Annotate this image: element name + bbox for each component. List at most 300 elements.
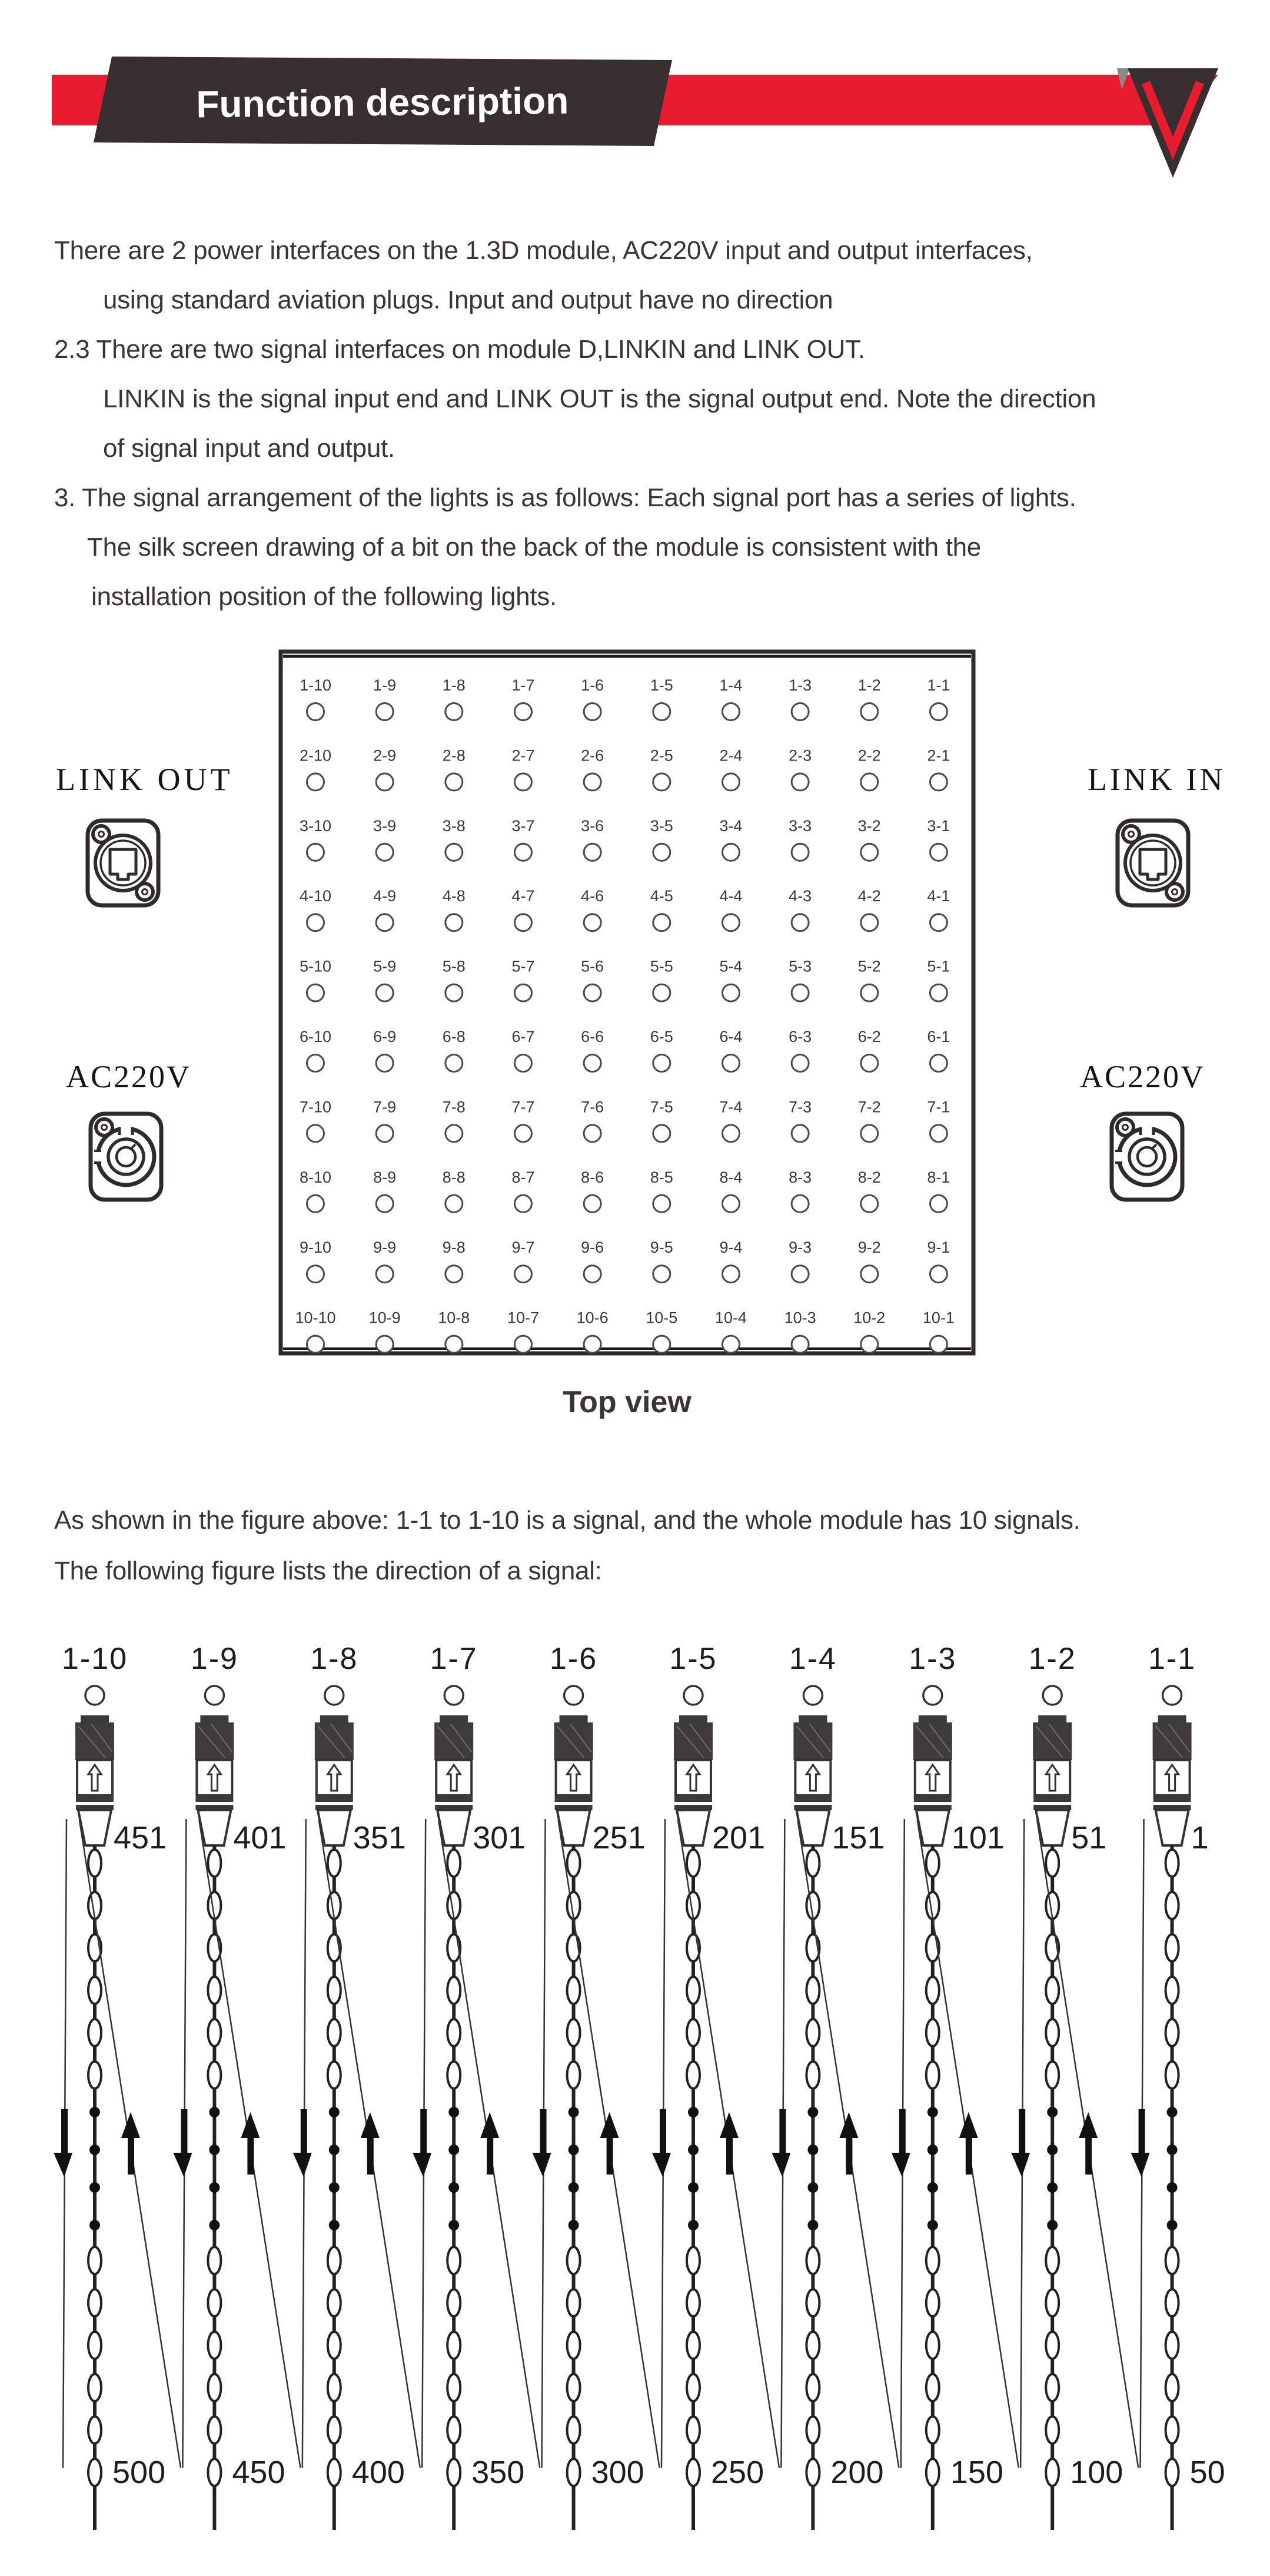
grid-port-label: 3-2 bbox=[857, 816, 881, 835]
grid-port-label: 5-1 bbox=[927, 957, 950, 975]
grid-port-circle bbox=[792, 1336, 809, 1353]
intro-paragraphs bbox=[0, 226, 1270, 622]
light-bulb bbox=[1046, 2416, 1059, 2444]
grid-port-label: 6-3 bbox=[789, 1028, 812, 1045]
grid-port-circle bbox=[792, 984, 809, 1001]
grid-port-label: 9-5 bbox=[650, 1239, 673, 1257]
grid-port-circle bbox=[376, 1125, 393, 1142]
signal-port-circle bbox=[1163, 1686, 1182, 1705]
grid-port-label: 5-3 bbox=[789, 957, 812, 975]
grid-port-label: 8-8 bbox=[442, 1168, 466, 1186]
light-bulb bbox=[447, 1850, 460, 1877]
grid-port-circle bbox=[376, 703, 393, 721]
ellipsis-dot bbox=[807, 2220, 818, 2230]
grid-port-label: 8-4 bbox=[719, 1168, 743, 1186]
grid-port-circle bbox=[446, 703, 463, 721]
light-bulb bbox=[926, 2062, 939, 2089]
intro-line: There are 2 power interfaces on the 1.3D module, AC220V input and output interfaces, bbox=[54, 236, 1033, 265]
grid-port-circle bbox=[514, 1195, 531, 1212]
light-bulb bbox=[1166, 1977, 1179, 2004]
light-bulb bbox=[328, 2247, 341, 2274]
light-bulb bbox=[447, 2247, 460, 2274]
ellipsis-dot bbox=[448, 2145, 459, 2155]
grid-port-circle bbox=[653, 774, 670, 791]
light-bulb bbox=[567, 2062, 580, 2089]
grid-port-label: 2-3 bbox=[789, 746, 812, 765]
signal-port-circle bbox=[205, 1686, 224, 1705]
grid-port-label: 6-4 bbox=[719, 1028, 743, 1045]
grid-port-circle bbox=[930, 774, 947, 791]
signal-column bbox=[293, 1642, 420, 2530]
grid-port-label: 8-7 bbox=[511, 1168, 535, 1186]
light-bulb bbox=[926, 1977, 939, 2004]
xlr-plug-icon bbox=[554, 1715, 593, 1845]
grid-port-circle bbox=[514, 1055, 531, 1072]
grid-port-circle bbox=[376, 1055, 393, 1072]
grid-port-label: 2-1 bbox=[927, 746, 950, 765]
grid-port-label: 6-6 bbox=[581, 1028, 604, 1045]
down-arrow bbox=[173, 2153, 192, 2177]
light-bulb bbox=[687, 1977, 700, 2004]
down-arrow bbox=[413, 2153, 431, 2177]
grid-port-circle bbox=[514, 844, 531, 861]
link-out-label: LINK OUT bbox=[56, 762, 234, 797]
grid-port-label: 1-2 bbox=[857, 676, 881, 694]
signal-port-label: 1-2 bbox=[1028, 1642, 1076, 1676]
light-bulb bbox=[447, 2062, 460, 2089]
light-bulb bbox=[1166, 2459, 1179, 2486]
grid-port-label: 6-8 bbox=[442, 1028, 466, 1045]
grid-port-circle bbox=[930, 1336, 947, 1353]
light-bulb bbox=[806, 1977, 819, 2004]
ellipsis-dot bbox=[89, 2220, 100, 2230]
grid-port-circle bbox=[376, 774, 393, 791]
light-bulb bbox=[88, 1977, 101, 2004]
powercon-icon bbox=[87, 1110, 165, 1203]
light-bulb bbox=[208, 2332, 221, 2359]
grid-port-label: 5-7 bbox=[511, 957, 535, 975]
light-bulb bbox=[208, 2247, 221, 2274]
grid-port-label: 1-6 bbox=[581, 676, 604, 694]
light-bulb bbox=[926, 1850, 939, 1877]
signal-column bbox=[892, 1642, 1019, 2530]
grid-port-circle bbox=[307, 1055, 324, 1072]
grid-port-circle bbox=[653, 1125, 670, 1142]
light-bulb bbox=[806, 2332, 819, 2359]
light-bulb bbox=[1166, 1850, 1179, 1877]
signal-port-label: 1-10 bbox=[61, 1642, 128, 1676]
signal-port-circle bbox=[85, 1686, 104, 1705]
light-bulb bbox=[447, 2019, 460, 2046]
ellipsis-dot bbox=[1167, 2145, 1178, 2155]
signal-column bbox=[533, 1642, 660, 2530]
signal-note bbox=[54, 1495, 1231, 1596]
grid-port-label: 9-4 bbox=[719, 1239, 743, 1257]
light-bulb bbox=[567, 1850, 580, 1877]
up-arrow bbox=[241, 2112, 260, 2138]
grid-port-label: 10-6 bbox=[576, 1309, 609, 1327]
light-bulb bbox=[687, 2289, 700, 2316]
grid-port-label: 7-7 bbox=[511, 1098, 535, 1116]
ellipsis-dot bbox=[89, 2107, 100, 2117]
signal-port-circle bbox=[325, 1686, 344, 1705]
xlr-plug-icon bbox=[1033, 1715, 1072, 1845]
light-bulb bbox=[567, 1977, 580, 2004]
ellipsis-dot bbox=[1167, 2220, 1178, 2230]
grid-port-circle bbox=[653, 703, 670, 721]
grid-port-circle bbox=[584, 984, 601, 1001]
ellipsis-dot bbox=[209, 2145, 220, 2155]
light-bulb bbox=[328, 1850, 341, 1877]
ellipsis-dot bbox=[89, 2182, 100, 2193]
light-bulb bbox=[806, 2374, 819, 2401]
light-bulb bbox=[208, 2062, 221, 2089]
first-light-number: 101 bbox=[951, 1820, 1005, 1855]
grid-port-label: 7-2 bbox=[857, 1098, 881, 1116]
down-arrow bbox=[652, 2153, 671, 2177]
grid-port-circle bbox=[307, 844, 324, 861]
light-bulb bbox=[806, 2416, 819, 2444]
grid-port-label: 5-8 bbox=[442, 957, 466, 975]
light-bulb bbox=[926, 2289, 939, 2316]
grid-port-circle bbox=[584, 703, 601, 721]
light-bulb bbox=[447, 2416, 460, 2444]
light-bulb bbox=[687, 2332, 700, 2359]
grid-port-circle bbox=[584, 914, 601, 931]
ellipsis-dot bbox=[927, 2182, 938, 2193]
grid-port-circle bbox=[446, 1195, 463, 1212]
grid-port-circle bbox=[930, 1195, 947, 1212]
grid-port-label: 1-3 bbox=[789, 676, 812, 694]
grid-port-label: 3-10 bbox=[299, 816, 332, 835]
intro-line: 3. The signal arrangement of the lights is as follows: Each signal port has a series of lights. bbox=[54, 483, 1076, 512]
xlr-plug-icon bbox=[315, 1715, 354, 1845]
grid-port-circle bbox=[861, 1055, 878, 1072]
light-bulb bbox=[328, 2062, 341, 2089]
grid-port-circle bbox=[514, 1266, 531, 1283]
grid-port-circle bbox=[446, 1055, 463, 1072]
grid-port-label: 6-10 bbox=[299, 1028, 332, 1045]
grid-port-circle bbox=[446, 1336, 463, 1353]
grid-port-label: 7-10 bbox=[299, 1098, 332, 1116]
grid-port-label: 7-1 bbox=[927, 1098, 950, 1116]
grid-port-label: 4-10 bbox=[299, 887, 332, 905]
grid-port-circle bbox=[861, 774, 878, 791]
ellipsis-dot bbox=[927, 2145, 938, 2155]
light-bulb bbox=[208, 2416, 221, 2444]
grid-port-label: 5-4 bbox=[719, 957, 743, 975]
light-bulb bbox=[88, 2062, 101, 2089]
first-light-number: 401 bbox=[233, 1820, 287, 1855]
last-light-number: 200 bbox=[830, 2455, 884, 2490]
light-bulb bbox=[687, 2416, 700, 2444]
ellipsis-dot bbox=[1047, 2220, 1058, 2230]
grid-port-label: 2-6 bbox=[581, 746, 604, 765]
grid-port-circle bbox=[514, 1125, 531, 1142]
grid-port-circle bbox=[792, 1266, 809, 1283]
grid-port-label: 6-7 bbox=[511, 1028, 535, 1045]
light-bulb bbox=[687, 1850, 700, 1877]
ellipsis-dot bbox=[329, 2220, 340, 2230]
grid-port-label: 2-10 bbox=[299, 746, 332, 765]
grid-port-circle bbox=[861, 1195, 878, 1212]
signal-port-circle bbox=[803, 1686, 822, 1705]
light-bulb bbox=[447, 2459, 460, 2486]
grid-port-circle bbox=[930, 1055, 947, 1072]
link-in-label: LINK IN bbox=[1088, 762, 1226, 797]
ellipsis-dot bbox=[448, 2220, 459, 2230]
ellipsis-dot bbox=[807, 2107, 818, 2117]
grid-port-label: 9-3 bbox=[789, 1239, 812, 1257]
ellipsis-dot bbox=[329, 2107, 340, 2117]
ellipsis-dot bbox=[1167, 2182, 1178, 2193]
intro-line: of signal input and output. bbox=[103, 434, 395, 463]
light-bulb bbox=[208, 2019, 221, 2046]
light-bulb bbox=[1046, 2247, 1059, 2274]
light-bulb bbox=[208, 1850, 221, 1877]
grid-port-circle bbox=[930, 914, 947, 931]
grid-port-label: 9-8 bbox=[442, 1239, 466, 1257]
light-bulb bbox=[1046, 2019, 1059, 2046]
grid-port-circle bbox=[446, 774, 463, 791]
down-arrow bbox=[1131, 2153, 1150, 2177]
light-bulb bbox=[208, 2289, 221, 2316]
light-bulb bbox=[328, 2332, 341, 2359]
last-light-number: 150 bbox=[950, 2455, 1003, 2490]
up-arrow bbox=[1079, 2112, 1098, 2138]
top-view-grid bbox=[0, 639, 1270, 1380]
light-bulb bbox=[1166, 2019, 1179, 2046]
grid-port-label: 6-2 bbox=[857, 1028, 881, 1045]
grid-port-circle bbox=[446, 1125, 463, 1142]
light-bulb bbox=[687, 2062, 700, 2089]
grid-port-label: 4-7 bbox=[511, 887, 535, 905]
grid-port-circle bbox=[653, 1266, 670, 1283]
light-bulb bbox=[1166, 2289, 1179, 2316]
grid-port-label: 6-9 bbox=[373, 1028, 397, 1045]
grid-port-label: 7-6 bbox=[581, 1098, 604, 1116]
signal-column bbox=[173, 1642, 300, 2530]
last-light-number: 350 bbox=[471, 2455, 525, 2490]
first-light-number: 1 bbox=[1191, 1820, 1209, 1855]
signal-port-circle bbox=[564, 1686, 583, 1705]
grid-port-circle bbox=[722, 1336, 739, 1353]
light-bulb bbox=[328, 2459, 341, 2486]
signal-port-circle bbox=[1043, 1686, 1062, 1705]
grid-port-circle bbox=[584, 844, 601, 861]
grid-port-label: 7-3 bbox=[789, 1098, 812, 1116]
grid-port-label: 4-9 bbox=[373, 887, 397, 905]
grid-port-circle bbox=[376, 914, 393, 931]
grid-port-circle bbox=[722, 1055, 739, 1072]
intro-line: LINKIN is the signal input end and LINK OUT is the signal output end. Note the direction bbox=[103, 384, 1096, 413]
grid-port-label: 9-10 bbox=[299, 1239, 332, 1257]
last-light-number: 400 bbox=[351, 2455, 405, 2490]
grid-port-label: 3-6 bbox=[581, 816, 604, 835]
grid-port-circle bbox=[653, 984, 670, 1001]
grid-port-circle bbox=[514, 914, 531, 931]
ellipsis-dot bbox=[1047, 2145, 1058, 2155]
grid-port-circle bbox=[722, 984, 739, 1001]
signal-note-line: The following figure lists the direction of a signal: bbox=[54, 1556, 602, 1585]
grid-port-label: 3-8 bbox=[442, 816, 466, 835]
light-bulb bbox=[1046, 1850, 1059, 1877]
first-light-number: 351 bbox=[353, 1820, 406, 1855]
light-bulb bbox=[88, 2019, 101, 2046]
light-bulb bbox=[328, 2019, 341, 2046]
grid-port-circle bbox=[307, 703, 324, 721]
light-bulb bbox=[447, 2374, 460, 2401]
last-light-number: 450 bbox=[232, 2455, 285, 2490]
grid-port-circle bbox=[446, 1266, 463, 1283]
grid-port-label: 1-8 bbox=[442, 676, 466, 694]
grid-port-label: 5-2 bbox=[857, 957, 881, 975]
grid-port-label: 8-1 bbox=[927, 1168, 950, 1186]
intro-line: 2.3 There are two signal interfaces on module D,LINKIN and LINK OUT. bbox=[54, 335, 865, 364]
grid-port-circle bbox=[307, 1336, 324, 1353]
up-arrow bbox=[839, 2112, 858, 2138]
light-bulb bbox=[567, 2289, 580, 2316]
grid-port-circle bbox=[584, 1055, 601, 1072]
up-arrow bbox=[720, 2112, 739, 2138]
grid-port-label: 3-7 bbox=[511, 816, 535, 835]
xlr-plug-icon bbox=[674, 1715, 713, 1845]
light-bulb bbox=[687, 2459, 700, 2486]
xlr-plug-icon bbox=[434, 1715, 473, 1845]
ellipsis-dot bbox=[688, 2220, 699, 2230]
signal-column bbox=[652, 1642, 779, 2530]
grid-port-label: 10-1 bbox=[922, 1309, 955, 1327]
ellipsis-dot bbox=[1047, 2107, 1058, 2117]
light-bulb bbox=[1166, 2062, 1179, 2089]
ellipsis-dot bbox=[209, 2182, 220, 2193]
grid-port-circle bbox=[792, 774, 809, 791]
grid-port-circle bbox=[584, 1266, 601, 1283]
ethercon-icon bbox=[1114, 817, 1192, 909]
light-bulb bbox=[806, 2247, 819, 2274]
light-bulb bbox=[447, 2289, 460, 2316]
grid-port-circle bbox=[307, 1195, 324, 1212]
grid-port-label: 9-9 bbox=[373, 1239, 397, 1257]
grid-port-label: 4-3 bbox=[789, 887, 812, 905]
grid-port-label: 10-2 bbox=[853, 1309, 886, 1327]
grid-port-label: 3-5 bbox=[650, 816, 673, 835]
grid-port-label: 8-5 bbox=[650, 1168, 673, 1186]
light-bulb bbox=[1166, 2247, 1179, 2274]
light-bulb bbox=[1046, 1977, 1059, 2004]
intro-line: installation position of the following lights. bbox=[91, 582, 557, 611]
signal-column bbox=[413, 1642, 540, 2530]
light-bulb bbox=[1046, 2062, 1059, 2089]
light-bulb bbox=[328, 2416, 341, 2444]
light-bulb bbox=[1166, 2332, 1179, 2359]
light-bulb bbox=[926, 2459, 939, 2486]
grid-port-circle bbox=[930, 984, 947, 1001]
grid-port-circle bbox=[376, 844, 393, 861]
xlr-plug-icon bbox=[1153, 1715, 1192, 1845]
grid-port-label: 3-3 bbox=[789, 816, 812, 835]
grid-port-label: 1-10 bbox=[299, 676, 332, 694]
top-view-caption: Top view bbox=[563, 1385, 691, 1419]
signal-column bbox=[1131, 1642, 1225, 2530]
ellipsis-dot bbox=[209, 2220, 220, 2230]
light-bulb bbox=[447, 1977, 460, 2004]
grid-port-circle bbox=[307, 774, 324, 791]
ellipsis-dot bbox=[329, 2145, 340, 2155]
grid-port-circle bbox=[514, 774, 531, 791]
grid-port-circle bbox=[376, 1195, 393, 1212]
grid-port-circle bbox=[861, 1125, 878, 1142]
grid-port-label: 1-9 bbox=[373, 676, 397, 694]
grid-port-circle bbox=[722, 774, 739, 791]
last-light-number: 50 bbox=[1189, 2455, 1225, 2490]
ellipsis-dot bbox=[568, 2182, 579, 2193]
light-bulb bbox=[1166, 2374, 1179, 2401]
light-bulb bbox=[1046, 2332, 1059, 2359]
light-bulb bbox=[806, 2459, 819, 2486]
grid-port-label: 9-6 bbox=[581, 1239, 604, 1257]
grid-port-circle bbox=[446, 844, 463, 861]
grid-port-circle bbox=[307, 1125, 324, 1142]
grid-port-circle bbox=[584, 1336, 601, 1353]
grid-port-label: 9-1 bbox=[927, 1239, 950, 1257]
light-bulb bbox=[88, 1850, 101, 1877]
grid-port-circle bbox=[861, 914, 878, 931]
ellipsis-dot bbox=[89, 2145, 100, 2155]
grid-port-circle bbox=[722, 1195, 739, 1212]
grid-port-circle bbox=[514, 703, 531, 721]
signal-port-circle bbox=[684, 1686, 703, 1705]
first-light-number: 301 bbox=[473, 1820, 526, 1855]
light-bulb bbox=[926, 2019, 939, 2046]
grid-port-circle bbox=[722, 844, 739, 861]
ac220v-right-label: AC220V bbox=[1080, 1059, 1206, 1094]
ellipsis-dot bbox=[688, 2182, 699, 2193]
last-light-number: 250 bbox=[711, 2455, 764, 2490]
light-bulb bbox=[926, 2416, 939, 2444]
grid-port-label: 4-5 bbox=[650, 887, 673, 905]
grid-port-label: 10-9 bbox=[368, 1309, 401, 1327]
grid-port-circle bbox=[307, 1266, 324, 1283]
grid-port-circle bbox=[792, 844, 809, 861]
grid-port-label: 8-6 bbox=[581, 1168, 604, 1186]
grid-port-circle bbox=[653, 914, 670, 931]
grid-port-circle bbox=[653, 1195, 670, 1212]
grid-port-label: 5-9 bbox=[373, 957, 397, 975]
up-arrow bbox=[959, 2112, 978, 2138]
ellipsis-dot bbox=[1167, 2107, 1178, 2117]
light-bulb bbox=[1166, 1892, 1179, 1919]
up-arrow bbox=[121, 2112, 140, 2138]
grid-port-label: 4-6 bbox=[581, 887, 604, 905]
grid-port-circle bbox=[861, 1266, 878, 1283]
light-bulb bbox=[328, 1977, 341, 2004]
light-bulb bbox=[88, 2247, 101, 2274]
down-arrow bbox=[293, 2153, 312, 2177]
grid-port-label: 8-9 bbox=[373, 1168, 397, 1186]
light-bulb bbox=[687, 2374, 700, 2401]
grid-port-circle bbox=[584, 1195, 601, 1212]
grid-port-label: 2-2 bbox=[857, 746, 881, 765]
grid-port-label: 5-6 bbox=[581, 957, 604, 975]
grid-port-circle bbox=[376, 984, 393, 1001]
grid-port-circle bbox=[861, 984, 878, 1001]
grid-port-label: 4-4 bbox=[719, 887, 743, 905]
light-bulb bbox=[687, 2019, 700, 2046]
powercon-icon bbox=[1108, 1110, 1186, 1203]
signal-port-label: 1-1 bbox=[1148, 1642, 1196, 1676]
grid-port-circle bbox=[722, 703, 739, 721]
